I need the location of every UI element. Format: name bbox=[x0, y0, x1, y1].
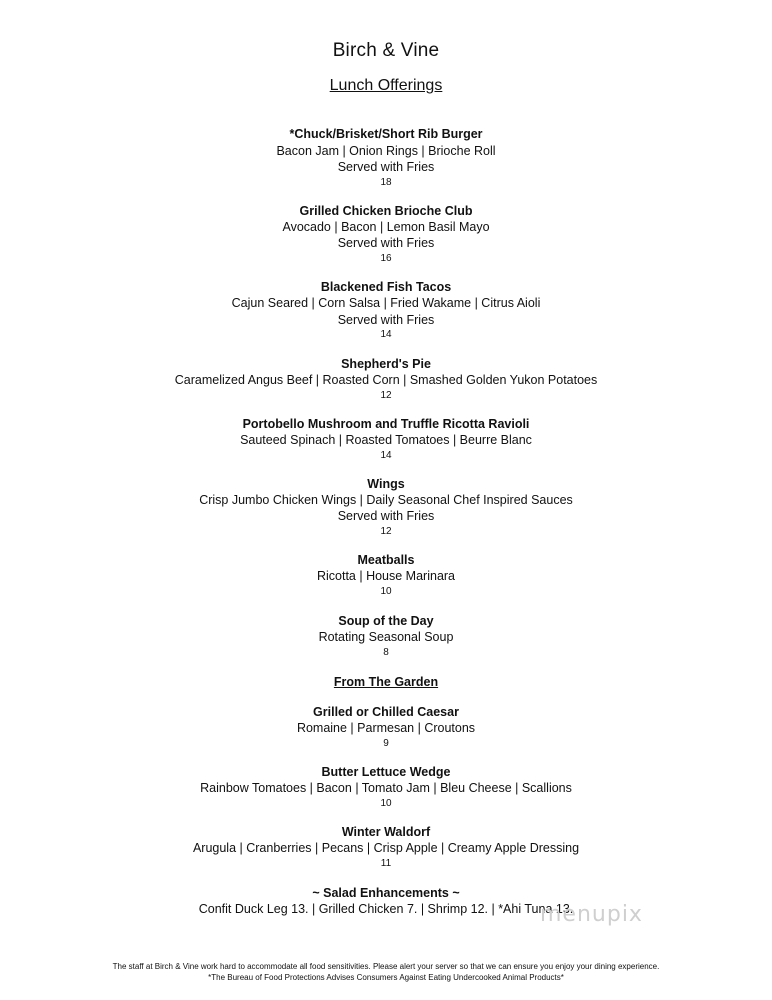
item-description: Romaine | Parmesan | Croutons bbox=[296, 721, 476, 735]
item-description: Arugula | Cranberries | Pecans | Crisp Apple | Creamy Apple Dressing bbox=[192, 841, 580, 855]
item-description: Ricotta | House Marinara bbox=[316, 569, 456, 583]
item-price: 10 bbox=[380, 798, 392, 809]
item-price: 12 bbox=[380, 390, 392, 401]
item-price: 14 bbox=[380, 450, 392, 461]
garden-section-title: From The Garden bbox=[333, 675, 439, 689]
item-name: Meatballs bbox=[357, 553, 415, 567]
footer-note: The staff at Birch & Vine work hard to accommodate all food sensitivities. Please alert your server so that we can ensure you enjoy your dining experience. bbox=[112, 962, 660, 971]
item-description: Bacon Jam | Onion Rings | Brioche Roll bbox=[276, 144, 496, 158]
item-served-with: Served with Fries bbox=[337, 236, 435, 250]
item-description: Caramelized Angus Beef | Roasted Corn | Smashed Golden Yukon Potatoes bbox=[174, 373, 598, 387]
item-name: Shepherd's Pie bbox=[341, 357, 431, 371]
item-name: Wings bbox=[367, 477, 405, 491]
enhancements-list: Confit Duck Leg 13. | Grilled Chicken 7. | Shrimp 12. | *Ahi Tuna 13. bbox=[198, 902, 574, 916]
item-served-with: Served with Fries bbox=[337, 313, 435, 327]
item-name: Grilled or Chilled Caesar bbox=[313, 705, 459, 719]
item-price: 16 bbox=[380, 253, 392, 264]
item-description: Rainbow Tomatoes | Bacon | Tomato Jam | Bleu Cheese | Scallions bbox=[200, 781, 572, 795]
item-description: Rotating Seasonal Soup bbox=[318, 630, 454, 644]
item-name: Winter Waldorf bbox=[341, 825, 431, 839]
item-name: *Chuck/Brisket/Short Rib Burger bbox=[289, 127, 483, 141]
item-served-with: Served with Fries bbox=[337, 509, 435, 523]
restaurant-name: Birch & Vine bbox=[332, 40, 440, 61]
item-name: Butter Lettuce Wedge bbox=[321, 765, 451, 779]
item-price: 11 bbox=[380, 858, 392, 869]
item-description: Cajun Seared | Corn Salsa | Fried Wakame | Citrus Aioli bbox=[231, 296, 541, 310]
item-name: Grilled Chicken Brioche Club bbox=[299, 204, 473, 218]
watermark-logo: menupix bbox=[540, 902, 643, 927]
menu-title: Lunch Offerings bbox=[329, 77, 443, 94]
item-description: Avocado | Bacon | Lemon Basil Mayo bbox=[282, 220, 490, 234]
item-description: Sauteed Spinach | Roasted Tomatoes | Beurre Blanc bbox=[240, 433, 532, 447]
item-name: Soup of the Day bbox=[338, 614, 434, 628]
item-name: Blackened Fish Tacos bbox=[320, 280, 452, 294]
item-price: 18 bbox=[380, 177, 392, 188]
item-price: 8 bbox=[383, 647, 389, 658]
item-served-with: Served with Fries bbox=[337, 160, 435, 174]
item-price: 10 bbox=[380, 586, 392, 597]
footer-advisory: *The Bureau of Food Protections Advises Consumers Against Eating Undercooked Animal Products* bbox=[208, 973, 564, 982]
enhancements-title: ~ Salad Enhancements ~ bbox=[312, 886, 460, 900]
item-name: Portobello Mushroom and Truffle Ricotta Ravioli bbox=[242, 417, 530, 431]
item-description: Crisp Jumbo Chicken Wings | Daily Seasonal Chef Inspired Sauces bbox=[199, 493, 573, 507]
item-price: 9 bbox=[383, 738, 389, 749]
item-price: 12 bbox=[380, 526, 392, 537]
item-price: 14 bbox=[380, 329, 392, 340]
